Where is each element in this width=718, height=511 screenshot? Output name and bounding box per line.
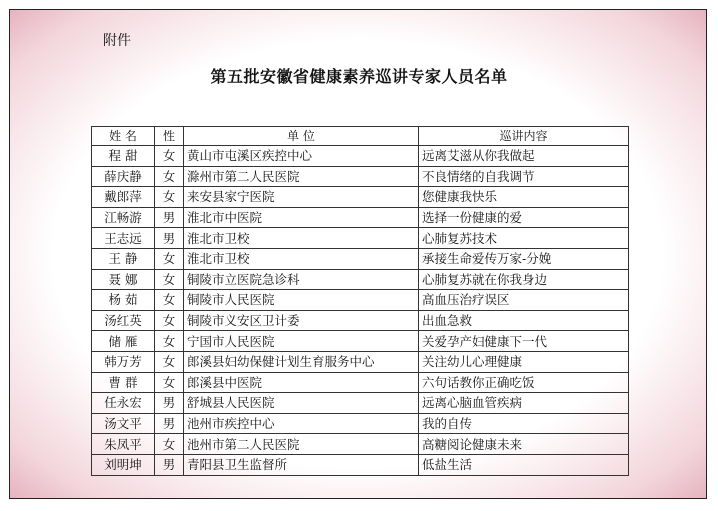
- cell-topic: 心肺复苏就在你我身边: [419, 269, 629, 290]
- table-row: [92, 413, 629, 434]
- table-row: [92, 351, 629, 372]
- cell-sex: 女: [155, 372, 184, 393]
- cell-sex: 女: [155, 290, 184, 311]
- cell-topic: 远离心脑血管疾病: [419, 393, 629, 414]
- cell-name: 任永宏: [92, 393, 155, 414]
- cell-unit: 池州市第二人民医院: [184, 434, 419, 455]
- cell-sex: 男: [155, 454, 184, 475]
- cell-topic: 低盐生活: [419, 454, 629, 475]
- header-topic: 巡讲内容: [419, 127, 629, 146]
- table-row: [92, 228, 629, 249]
- attachment-label: 附件: [103, 33, 131, 49]
- cell-topic: 出血急救: [419, 310, 629, 331]
- cell-sex: 男: [155, 413, 184, 434]
- cell-topic: 六句话教你正确吃饭: [419, 372, 629, 393]
- cell-name: 程 甜: [92, 146, 155, 167]
- cell-unit: 铜陵市人民医院: [184, 290, 419, 311]
- table-row: [92, 248, 629, 269]
- cell-name: 聂 娜: [92, 269, 155, 290]
- cell-name: 汤红英: [92, 310, 155, 331]
- cell-unit: 淮北市卫校: [184, 228, 419, 249]
- cell-unit: 郎溪县妇幼保健计划生育服务中心: [184, 351, 419, 372]
- cell-topic: 关爱孕产妇健康下一代: [419, 331, 629, 352]
- cell-name: 刘明坤: [92, 454, 155, 475]
- cell-name: 戴郎萍: [92, 187, 155, 208]
- table-header-row: [92, 127, 629, 146]
- table-row: [92, 187, 629, 208]
- cell-name: 朱凤平: [92, 434, 155, 455]
- cell-topic: 不良情绪的自我调节: [419, 166, 629, 187]
- cell-unit: 宁国市人民医院: [184, 331, 419, 352]
- cell-sex: 女: [155, 248, 184, 269]
- table-row: [92, 454, 629, 475]
- cell-sex: 女: [155, 166, 184, 187]
- cell-name: 韩万芳: [92, 351, 155, 372]
- table-row: [92, 146, 629, 167]
- cell-unit: 铜陵市立医院急诊科: [184, 269, 419, 290]
- cell-sex: 女: [155, 351, 184, 372]
- cell-unit: 滁州市第二人民医院: [184, 166, 419, 187]
- cell-topic: 心肺复苏技术: [419, 228, 629, 249]
- cell-sex: 女: [155, 331, 184, 352]
- cell-name: 储 雁: [92, 331, 155, 352]
- cell-unit: 铜陵市义安区卫计委: [184, 310, 419, 331]
- table-row: [92, 372, 629, 393]
- cell-name: 薛庆静: [92, 166, 155, 187]
- cell-unit: 青阳县卫生监督所: [184, 454, 419, 475]
- cell-unit: 黄山市屯溪区疾控中心: [184, 146, 419, 167]
- document-title: 第五批安徽省健康素养巡讲专家人员名单: [210, 67, 508, 86]
- cell-sex: 男: [155, 393, 184, 414]
- cell-name: 汤文平: [92, 413, 155, 434]
- cell-topic: 选择一份健康的爱: [419, 207, 629, 228]
- cell-sex: 女: [155, 146, 184, 167]
- cell-sex: 女: [155, 187, 184, 208]
- table-row: [92, 269, 629, 290]
- cell-unit: 淮北市卫校: [184, 248, 419, 269]
- cell-unit: 淮北市中医院: [184, 207, 419, 228]
- header-sex: 性: [155, 127, 184, 146]
- cell-topic: 承接生命爱传万家-分娩: [419, 248, 629, 269]
- table-row: [92, 331, 629, 352]
- table-row: [92, 393, 629, 414]
- cell-topic: 远离艾滋从你我做起: [419, 146, 629, 167]
- cell-name: 王 静: [92, 248, 155, 269]
- table-row: [92, 310, 629, 331]
- cell-unit: 郎溪县中医院: [184, 372, 419, 393]
- cell-topic: 高血压治疗误区: [419, 290, 629, 311]
- table-row: [92, 207, 629, 228]
- cell-unit: 舒城县人民医院: [184, 393, 419, 414]
- table-row: [92, 434, 629, 455]
- expert-roster-table: [91, 126, 629, 476]
- cell-sex: 女: [155, 434, 184, 455]
- header-name: 姓 名: [92, 127, 155, 146]
- cell-name: 王志远: [92, 228, 155, 249]
- cell-sex: 女: [155, 269, 184, 290]
- cell-topic: 我的自传: [419, 413, 629, 434]
- header-unit: 单 位: [184, 127, 419, 146]
- cell-unit: 来安县家宁医院: [184, 187, 419, 208]
- cell-topic: 您健康我快乐: [419, 187, 629, 208]
- cell-sex: 男: [155, 207, 184, 228]
- cell-sex: 女: [155, 310, 184, 331]
- cell-name: 曹 群: [92, 372, 155, 393]
- cell-name: 杨 茹: [92, 290, 155, 311]
- cell-unit: 池州市疾控中心: [184, 413, 419, 434]
- cell-topic: 关注幼儿心理健康: [419, 351, 629, 372]
- cell-sex: 男: [155, 228, 184, 249]
- table-row: [92, 166, 629, 187]
- cell-name: 江畅游: [92, 207, 155, 228]
- table-row: [92, 290, 629, 311]
- cell-topic: 高糖阅论健康未来: [419, 434, 629, 455]
